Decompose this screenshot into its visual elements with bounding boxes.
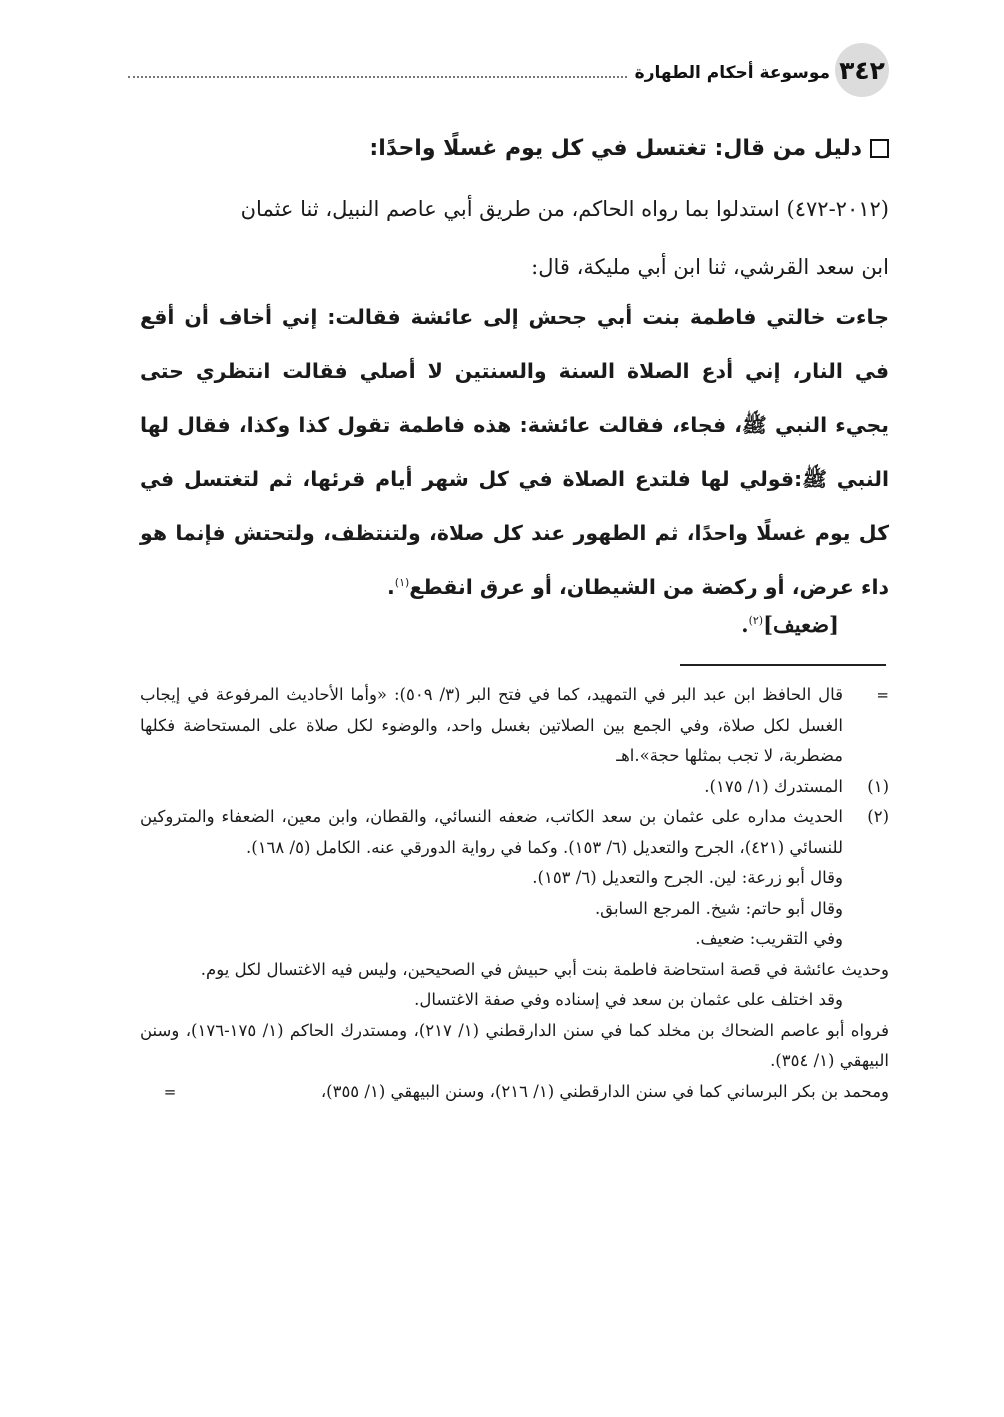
- continuation-text: قال الحافظ ابن عبد البر في التمهيد، كما في فتح البر (٣/ ٥٠٩): «وأما الأحاديث المرفوعة في إيجاب الغسل لكل صلاة، وفي الجمع بين الصلاتين بغسل واحد، والوضوء لكل صلاة على المستحاضة فكلها مضطربة، لا تجب بمثلها حجة».اهـ: [140, 685, 843, 765]
- footnote-2-para-7-text: ومحمد بن بكر البرساني كما في سنن الدارقطني (١/ ٢١٦)، وسنن البيهقي (١/ ٣٥٥)،: [320, 1081, 889, 1101]
- footnote-1-text: المستدرك (١/ ١٧٥).: [704, 776, 843, 796]
- footnote-2-para-6: فرواه أبو عاصم الضحاك بن مخلد كما في سنن الدارقطني (١/ ٢١٧)، ومستدرك الحاكم (١/ ١٧٥-١٧٦)، وسنن البيهقي (١/ ٣٥٤).: [140, 1020, 889, 1070]
- running-header: [120, 58, 830, 88]
- intro-paragraph: [140, 180, 889, 296]
- footnote-2-para-2: وقال أبو حاتم: شيخ. المرجع السابق.: [594, 898, 843, 918]
- hadith-grade: [140, 605, 839, 645]
- grade-end: .: [741, 612, 749, 637]
- footnote-continuation: [140, 680, 889, 772]
- grade-text: [ضعيف]: [763, 612, 839, 637]
- intro-line-2: ابن سعد القرشي، ثنا ابن أبي مليكة، قال:: [531, 255, 889, 279]
- footnotes: [140, 680, 889, 1107]
- page-number: ٣٤٢: [835, 43, 889, 97]
- footnote-2-para-4: وحديث عائشة في قصة استحاضة فاطمة بنت أبي حبيش في الصحيحين، وليس فيه الاغتسال لكل يوم.: [200, 959, 889, 979]
- footnote-separator: [680, 664, 886, 666]
- footnote-ref-2: (٢): [748, 614, 764, 627]
- continues-marker: =: [163, 1082, 177, 1101]
- hadith-body: جاءت خالتي فاطمة بنت أبي جحش إلى عائشة فقالت: إني أخاف أن أقع في النار، إني أدع الصلاة السنة والسنتين لا أصلي فقالت انتظري حتى يجيء النبي ﷺ، فجاء، فقالت عائشة: هذه فاطمة تقول كذا وكذا، فقال لها النبي ﷺ:قولي لها فلتدع الصلاة في كل شهر أيام قرئها، ثم لتغتسل في كل يوم غسلًا واحدًا، ثم الطهور عند كل صلاة، ولتنتظف، ولتحتش فإنما هو داء عرض، أو ركضة من الشيطان، أو عرق انقطع: [140, 305, 889, 599]
- footnote-2-para-7: [140, 1077, 889, 1108]
- footnote-1: [140, 772, 889, 803]
- book-title: موسوعة أحكام الطهارة: [634, 63, 830, 83]
- footnote-1-number: (١): [867, 776, 889, 796]
- section-heading-text: دليل من قال: تغتسل في كل يوم غسلًا واحدًا:: [369, 135, 862, 161]
- footnote-ref-1: (١): [394, 576, 410, 590]
- footnote-2-para-3: وفي التقريب: ضعيف.: [695, 929, 843, 948]
- hadith-text: [140, 290, 889, 614]
- footnote-2-text: الحديث مداره على عثمان بن سعد الكاتب، ضعفه النسائي، والقطان، وابن معين، الضعفاء والمتروكين للنسائي (٤٢١)، الجرح والتعديل (٦/ ١٥٣). وكما في رواية الدورقي عنه. الكامل (٥/ ١٦٨).: [140, 807, 843, 857]
- hadith-end: .: [386, 575, 395, 599]
- header-dotted-rule: [128, 76, 627, 78]
- section-heading: [140, 128, 889, 168]
- square-bullet-icon: [870, 139, 889, 158]
- continuation-marker: =: [876, 686, 889, 704]
- footnote-2-number: (٢): [867, 807, 889, 826]
- footnote-2: [140, 802, 889, 863]
- footnote-2-para-5: وقد اختلف على عثمان بن سعد في إسناده وفي صفة الاغتسال.: [414, 990, 843, 1009]
- intro-line-1: (٢٠١٢-٤٧٢) استدلوا بما رواه الحاكم، من طريق أبي عاصم النبيل، ثنا عثمان: [240, 197, 889, 221]
- footnote-2-para-1: وقال أبو زرعة: لين. الجرح والتعديل (٦/ ١٥٣).: [532, 868, 843, 887]
